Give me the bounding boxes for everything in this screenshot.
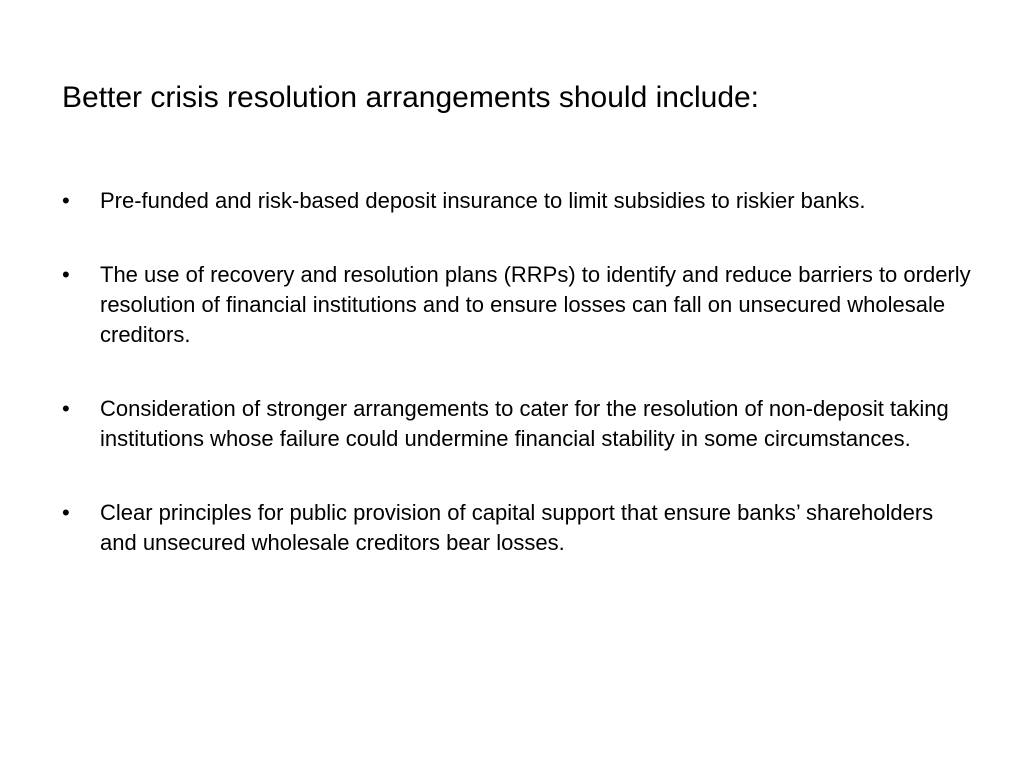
bullet-list [62, 186, 972, 602]
slide-title: Better crisis resolution arrangements should include: [62, 81, 760, 114]
bullet-text: Pre-funded and risk-based deposit insurance to limit subsidies to riskier banks. [100, 188, 866, 213]
bullet-text: The use of recovery and resolution plans (RRPs) to identify and reduce barriers to orderly resolution of financial institutions and to ensure losses can fall on unsecured wholesale creditors. [100, 262, 971, 347]
bullet-icon: • [62, 396, 70, 421]
bullet-item [62, 260, 972, 350]
bullet-icon: • [62, 262, 70, 287]
bullet-text: Consideration of stronger arrangements to cater for the resolution of non-deposit taking institutions whose failure could undermine financial stability in some circumstances. [100, 396, 949, 451]
bullet-icon: • [62, 188, 70, 213]
bullet-item [62, 394, 972, 454]
bullet-text: Clear principles for public provision of capital support that ensure banks’ shareholders and unsecured wholesale creditors bear losses. [100, 500, 934, 555]
bullet-icon: • [62, 500, 70, 525]
bullet-item [62, 498, 972, 558]
bullet-item [62, 186, 972, 216]
